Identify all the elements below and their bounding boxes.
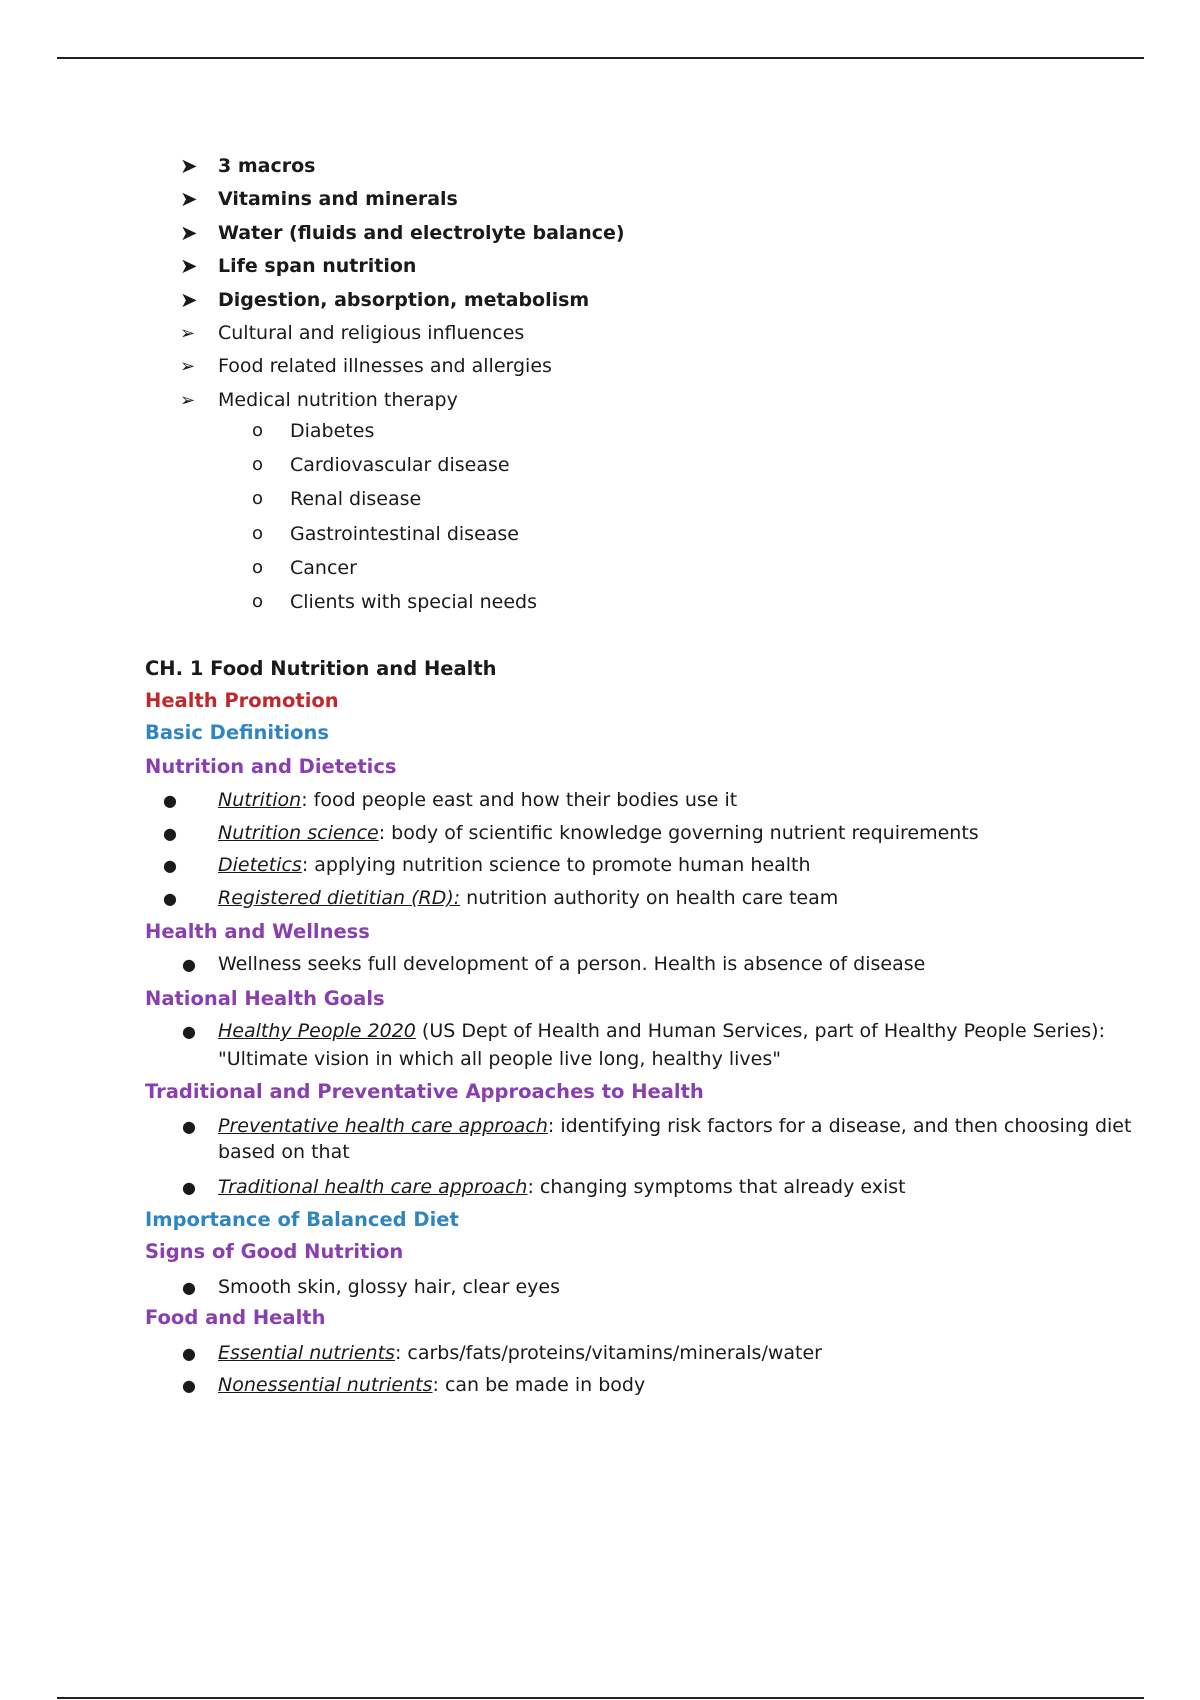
heading-food-health: Food and Health <box>145 1306 326 1329</box>
definition-text <box>218 885 838 912</box>
list-item-text: Diabetes <box>290 420 375 442</box>
bullet-icon: ● <box>163 856 177 875</box>
definition-text <box>218 1340 822 1367</box>
definition-term: Traditional health care approach <box>218 1176 528 1198</box>
list-item-text: Digestion, absorption, metabolism <box>218 288 590 311</box>
definition-desc: : applying nutrition science to promote human health <box>301 854 811 876</box>
list-item-text <box>218 1113 1131 1140</box>
definition-item <box>163 820 1063 850</box>
list-item <box>182 1274 1082 1304</box>
list-item <box>182 1174 1082 1204</box>
definition-desc: : carbs/fats/proteins/vitamins/minerals/water <box>394 1342 822 1364</box>
definition-item <box>163 852 1063 882</box>
circle-bullet-icon: o <box>252 522 264 544</box>
bullet-icon: ● <box>182 1178 196 1197</box>
definition-term: Nonessential nutrients <box>218 1374 433 1396</box>
arrow-bullet-icon: ➢ <box>180 389 196 411</box>
definition-desc: : changing symptoms that already exist <box>527 1176 906 1198</box>
bullet-icon: ● <box>182 1117 196 1136</box>
list-item-text: Smooth skin, glossy hair, clear eyes <box>218 1276 560 1298</box>
definition-desc: : body of scientific knowledge governing nutrient requirements <box>378 822 979 844</box>
arrow-bullet-icon: ➤ <box>180 154 198 178</box>
list-item-text: Cancer <box>290 556 357 579</box>
definition-desc: : identifying risk factors for a disease, and then choosing diet <box>547 1115 1132 1137</box>
definition-item <box>163 787 1063 817</box>
definition-desc-continued: based on that <box>218 1141 350 1163</box>
list-item-text: 3 macros <box>218 155 316 177</box>
circle-bullet-icon: o <box>252 590 264 612</box>
list-item-text: Life span nutrition <box>218 255 417 278</box>
heading-balanced-diet: Importance of Balanced Diet <box>145 1208 459 1231</box>
definition-desc: : food people east and how their bodies use it <box>301 789 738 811</box>
arrow-bullet-icon: ➤ <box>180 187 198 212</box>
definition-term: Essential nutrients <box>218 1342 395 1364</box>
definition-desc: (US Dept of Health and Human Services, part of Healthy People Series): <box>415 1020 1105 1042</box>
definition-term: Dietetics <box>218 854 302 876</box>
definition-desc-continued: "Ultimate vision in which all people live long, healthy lives" <box>218 1048 781 1070</box>
circle-bullet-icon: o <box>252 488 264 510</box>
definition-desc: : can be made in body <box>432 1374 646 1396</box>
circle-bullet-icon: o <box>252 454 264 476</box>
list-item <box>182 951 1082 981</box>
definition-item <box>182 1340 1082 1370</box>
list-item-text: Water (fluids and electrolyte balance) <box>218 221 625 244</box>
list-item-text <box>218 1174 906 1201</box>
definition-text <box>218 787 737 814</box>
list-item-text: Cultural and religious influences <box>218 321 525 344</box>
list-item-text: Vitamins and minerals <box>218 188 458 211</box>
bullet-icon: ● <box>182 1022 196 1041</box>
definition-item <box>163 885 1063 915</box>
definition-text <box>218 1372 645 1399</box>
arrow-bullet-icon: ➤ <box>180 287 198 312</box>
circle-bullet-icon: o <box>252 556 264 578</box>
heading-approaches: Traditional and Preventative Approaches to Health <box>145 1080 704 1103</box>
list-item-text: Cardiovascular disease <box>290 454 510 477</box>
heading-national-goals: National Health Goals <box>145 987 385 1010</box>
heading-health-wellness: Health and Wellness <box>145 920 370 943</box>
arrow-bullet-icon: ➤ <box>180 220 198 245</box>
list-item-text: Renal disease <box>290 488 422 511</box>
list-item <box>182 1113 1132 1171</box>
arrow-bullet-icon: ➢ <box>180 356 196 378</box>
bullet-icon: ● <box>182 1344 196 1363</box>
heading-basic-definitions: Basic Definitions <box>145 721 329 744</box>
definition-term: Registered dietitian (RD): <box>218 887 461 909</box>
top-rule <box>57 57 1144 59</box>
definition-text <box>218 820 979 847</box>
bullet-icon: ● <box>182 1376 196 1395</box>
bottom-rule <box>57 1697 1144 1699</box>
bullet-icon: ● <box>182 1278 196 1297</box>
bullet-icon: ● <box>163 791 177 810</box>
arrow-bullet-icon: ➢ <box>180 322 196 344</box>
definition-text <box>218 852 811 879</box>
definition-term: Nutrition science <box>218 822 379 844</box>
chapter-title: CH. 1 Food Nutrition and Health <box>145 657 497 680</box>
circle-bullet-icon: o <box>252 420 264 441</box>
heading-nutrition-dietetics: Nutrition and Dietetics <box>145 755 397 778</box>
definition-term: Nutrition <box>218 789 302 811</box>
definition-desc: nutrition authority on health care team <box>460 887 839 909</box>
list-item-text: Medical nutrition therapy <box>218 388 458 411</box>
bullet-icon: ● <box>163 889 177 908</box>
definition-item <box>182 1372 1082 1402</box>
list-item <box>182 1018 1105 1076</box>
heading-health-promotion: Health Promotion <box>145 689 339 712</box>
definition-term: Preventative health care approach <box>218 1115 548 1137</box>
list-item-text: Clients with special needs <box>290 590 538 613</box>
list-item-text: Gastrointestinal disease <box>290 522 519 545</box>
list-item-text: Food related illnesses and allergies <box>218 355 552 378</box>
definition-term: Healthy People 2020 <box>218 1020 416 1042</box>
list-item-text: Wellness seeks full development of a person. Health is absence of disease <box>218 953 926 975</box>
arrow-bullet-icon: ➤ <box>180 254 198 279</box>
heading-good-nutrition: Signs of Good Nutrition <box>145 1240 404 1263</box>
bullet-icon: ● <box>163 824 177 843</box>
list-item-text <box>218 1018 1105 1045</box>
bullet-icon: ● <box>182 955 196 974</box>
